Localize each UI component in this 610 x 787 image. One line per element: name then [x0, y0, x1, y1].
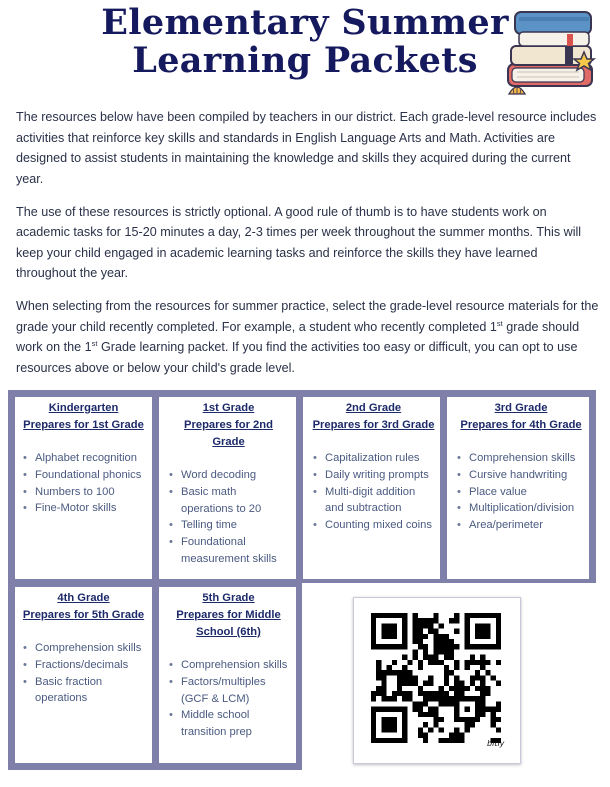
grade-title: 3rd Grade [494, 402, 548, 414]
grade-title: 2nd Grade [345, 402, 402, 414]
skill-item: • Multiplication/division [455, 500, 587, 517]
skill-list [311, 450, 436, 534]
grade-title: 4th Grade [57, 592, 110, 604]
grade-subtitle: Prepares for 5th Grade [22, 609, 145, 621]
intro-section [16, 107, 600, 391]
skill-item: • Basic fraction operations [21, 674, 146, 708]
grade-card-kindergarten [15, 397, 152, 579]
page-title-line-2: Learning Packets [132, 40, 478, 81]
skill-item: • Daily writing prompts [311, 467, 436, 484]
skill-list [21, 640, 146, 707]
grade-card-1st [159, 397, 296, 579]
grade-subtitle: Prepares for 3rd Grade [312, 419, 435, 431]
intro-paragraph-2: The use of these resources is strictly optional. A good rule of thumb is to have students work on academic tasks for 15-20 minutes a day, 2-3 times per week throughout the summer months. This will keep your child engaged in academic learning tasks and reinforce the skills they have learned throughout the year. [16, 204, 582, 280]
qr-label: bitly [487, 739, 505, 748]
intro-paragraph-3: When selecting from the resources for summer practice, select the grade-level resource materials for the grade your child recently completed. For example, a student who recently completed 1st grade should work on the 1st Grade learning packet. If you find the activities too easy or difficult, you can opt to use resources above or below your child's grade level. [16, 299, 599, 375]
skill-item: • Foundational phonics [21, 467, 146, 484]
skill-item: • Factors/multiples (GCF & LCM) [167, 674, 290, 708]
grade-title: 1st Grade [202, 402, 255, 414]
skill-item: • Middle school transition prep [167, 707, 290, 741]
skill-item: • Comprehension skills [167, 657, 290, 674]
skill-item: • Cursive handwriting [455, 467, 587, 484]
skill-list [455, 450, 587, 534]
skill-item: • Comprehension skills [455, 450, 587, 467]
skill-list [167, 467, 290, 568]
grade-title: 5th Grade [202, 592, 255, 604]
intro-paragraph-1: The resources below have been compiled by teachers in our district. Each grade-level resource includes activities that reinforce key skills and standards in English Language Arts and Math. Activities are designed to assist students in maintaining the knowledge and skills they acquired during the current year. [16, 110, 597, 186]
grade-subtitle: Prepares for 1st Grade [23, 419, 144, 431]
skill-item: • Place value [455, 484, 587, 501]
grade-subtitle: Prepares for 2nd Grade [184, 419, 273, 448]
skill-item: • Multi-digit addition and subtraction [311, 484, 436, 518]
grade-subtitle: Prepares for Middle School (6th) [176, 609, 281, 638]
grade-card-4th [15, 587, 152, 763]
grade-card-5th [159, 587, 296, 763]
grade-title: Kindergarten [48, 402, 119, 414]
grade-card-3rd [447, 397, 589, 579]
grade-subtitle: Prepares for 4th Grade [460, 419, 582, 431]
skill-item: • Telling time [167, 517, 290, 534]
qr-code-icon[interactable] [371, 613, 501, 743]
grade-card-2nd [303, 397, 440, 579]
page-title-line-1: Elementary Summer [101, 2, 509, 43]
skill-item: • Numbers to 100 [21, 484, 146, 501]
skill-item: • Basic math operations to 20 [167, 484, 290, 518]
skill-list [21, 450, 146, 517]
skill-item: • Alphabet recognition [21, 450, 146, 467]
skill-item: • Fine-Motor skills [21, 500, 146, 517]
skill-item: • Comprehension skills [21, 640, 146, 657]
skill-item: • Word decoding [167, 467, 290, 484]
skill-item: • Fractions/decimals [21, 657, 146, 674]
skill-item: • Foundational measurement skills [167, 534, 290, 568]
skill-item: • Capitalization rules [311, 450, 436, 467]
skill-list [167, 657, 290, 741]
stacked-books-icon [505, 6, 597, 96]
skill-item: • Area/perimeter [455, 517, 587, 534]
skill-item: • Counting mixed coins [311, 517, 436, 534]
